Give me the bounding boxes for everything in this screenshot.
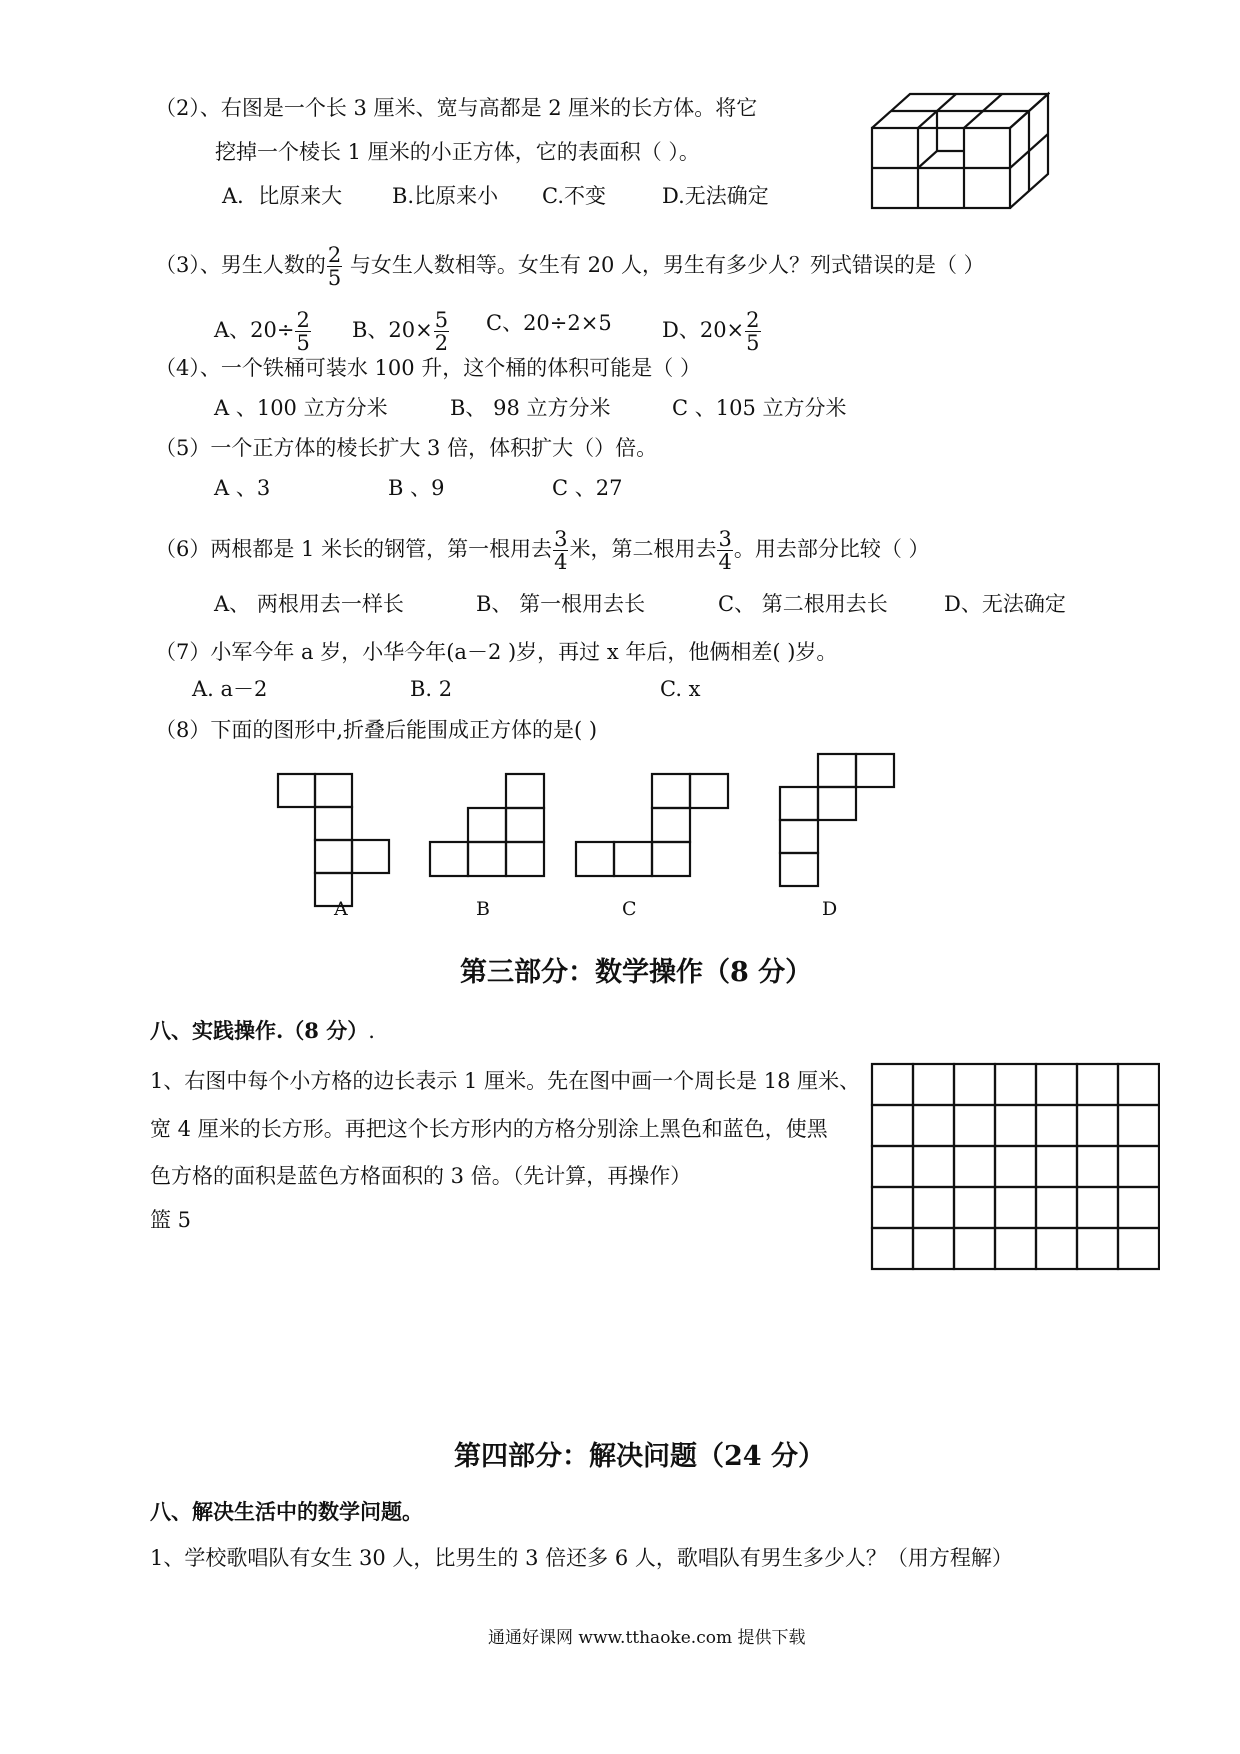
- net-a-figure: [276, 772, 396, 912]
- grid-cell: [872, 1146, 913, 1187]
- grid-cell: [1077, 1105, 1118, 1146]
- denominator: 2: [434, 331, 449, 355]
- q7-option-c: C. x: [660, 677, 701, 701]
- q2-option-c: C.不变: [542, 184, 606, 208]
- grid-cell: [1077, 1187, 1118, 1228]
- q3-frac-denominator: 5: [327, 266, 342, 290]
- part4-section-title: 八、解决生活中的数学问题。: [150, 1499, 423, 1524]
- q3-pre: （3）、男生人数的: [155, 253, 326, 277]
- q3-option-a-text: A、20÷: [214, 318, 295, 342]
- net-b-figure: [424, 772, 548, 884]
- grid-cell: [1036, 1146, 1077, 1187]
- grid-cell: [1118, 1105, 1159, 1146]
- grid-cell: [913, 1228, 954, 1269]
- q4-line: （4）、一个铁桶可装水 100 升，这个桶的体积可能是（ ）: [155, 356, 701, 380]
- q3-option-b-fraction: [434, 309, 449, 354]
- part3-para-line1: 1、右图中每个小方格的边长表示 1 厘米。先在图中画一个周长是 18 厘米、: [150, 1069, 861, 1093]
- q3-option-d-text: D、20×: [662, 318, 745, 342]
- q3-frac-numerator: 2: [327, 243, 342, 267]
- net-b-label: B: [476, 898, 490, 920]
- q4-option-a: A 、100 立方分米: [214, 396, 388, 420]
- q3-option-a-fraction: [295, 309, 310, 354]
- grid-cell: [872, 1228, 913, 1269]
- q5-option-b: B 、9: [388, 476, 445, 500]
- footer-text: 通通好课网 www.tthaoke.com 提供下载: [488, 1628, 806, 1648]
- grid-cell: [1118, 1064, 1159, 1105]
- q6-fraction-2: [717, 528, 732, 573]
- net-c-figure: [574, 772, 730, 884]
- grid-cell: [1036, 1105, 1077, 1146]
- q3-option-a: [214, 309, 312, 354]
- denominator: 4: [554, 550, 568, 574]
- numerator: 3: [718, 527, 732, 551]
- q6-option-d: D、无法确定: [944, 592, 1066, 616]
- q6-post: 。用去部分比较（ ）: [733, 537, 930, 561]
- grid-cell: [1036, 1228, 1077, 1269]
- q2-option-b: B.比原来小: [392, 184, 499, 208]
- grid-cell: [1118, 1146, 1159, 1187]
- q6-pre: （6）两根都是 1 米长的钢管，第一根用去: [155, 537, 553, 561]
- grid-cell: [995, 1146, 1036, 1187]
- grid-cell: [913, 1064, 954, 1105]
- net-d-label: D: [822, 898, 838, 920]
- q5-line: （5）一个正方体的棱长扩大 3 倍，体积扩大（）倍。: [155, 436, 658, 460]
- part3-para-line4: 篮 5: [150, 1208, 192, 1232]
- grid-cell: [1077, 1228, 1118, 1269]
- grid-cell: [954, 1105, 995, 1146]
- q3-post: 与女生人数相等。女生有 20 人，男生有多少人？列式错误的是（ ）: [343, 253, 985, 277]
- q3-option-c-text: C、20÷2×5: [486, 311, 612, 335]
- grid-cell: [1077, 1146, 1118, 1187]
- grid-cell: [995, 1064, 1036, 1105]
- q3-fraction: [327, 244, 342, 289]
- grid-cell: [1036, 1187, 1077, 1228]
- q6-option-a: A、 两根用去一样长: [214, 592, 404, 616]
- q7-line: （7）小军今年 a 岁，小华今年(a－2 )岁，再过 x 年后，他俩相差( )岁。: [155, 640, 838, 664]
- square-grid: [870, 1062, 1160, 1272]
- net-a-label: A: [334, 898, 348, 920]
- q7-option-a: A. a－2: [192, 677, 268, 701]
- q2-option-d: D.无法确定: [662, 184, 769, 208]
- q4-option-c: C 、105 立方分米: [672, 396, 847, 420]
- grid-cell: [872, 1064, 913, 1105]
- grid-cell: [872, 1187, 913, 1228]
- net-c-label: C: [622, 898, 637, 920]
- q6-mid: 米，第二根用去: [569, 537, 717, 561]
- q3-option-b: [352, 309, 450, 354]
- grid-cell: [913, 1105, 954, 1146]
- grid-cell: [1077, 1064, 1118, 1105]
- q7-option-b: B. 2: [410, 677, 453, 701]
- grid-cell: [954, 1064, 995, 1105]
- grid-cell: [913, 1146, 954, 1187]
- grid-cell: [1118, 1187, 1159, 1228]
- numerator: 2: [296, 308, 310, 332]
- grid-cell: [1036, 1064, 1077, 1105]
- part3-para-line2: 宽 4 厘米的长方形。再把这个长方形内的方格分别涂上黑色和蓝色，使黑: [150, 1117, 828, 1141]
- q3-option-d-fraction: [745, 309, 760, 354]
- q3-line: [155, 244, 985, 289]
- cuboid-figure: [862, 88, 1050, 214]
- numerator: 3: [554, 527, 568, 551]
- q6-option-b: B、 第一根用去长: [476, 592, 646, 616]
- denominator: 4: [718, 550, 732, 574]
- q2-line2: 挖掉一个棱长 1 厘米的小正方体，它的表面积（ ）。: [215, 140, 700, 164]
- grid-cell: [954, 1187, 995, 1228]
- grid-cell: [995, 1228, 1036, 1269]
- denominator: 5: [746, 331, 760, 355]
- numerator: 2: [746, 308, 760, 332]
- q3-option-d: [662, 309, 762, 354]
- part3-section-tail: .: [368, 1019, 375, 1043]
- part3-para-line3: 色方格的面积是蓝色方格面积的 3 倍。（先计算，再操作）: [150, 1164, 692, 1188]
- q3-option-b-text: B、20×: [352, 318, 433, 342]
- q5-option-c: C 、27: [552, 476, 623, 500]
- grid-cell: [954, 1146, 995, 1187]
- numerator: 5: [434, 308, 449, 332]
- q6-fraction-1: [553, 528, 568, 573]
- part4-title: 第四部分：解决问题（24 分）: [454, 1441, 825, 1472]
- q2-line1: （2）、右图是一个长 3 厘米、宽与高都是 2 厘米的长方体。将它: [155, 96, 758, 120]
- q5-option-a: A 、3: [214, 476, 271, 500]
- q8-line: （8）下面的图形中,折叠后能围成正方体的是( ): [155, 718, 598, 742]
- part4-question-1: 1、学校歌唱队有女生 30 人，比男生的 3 倍还多 6 人，歌唱队有男生多少人？（用方程解）: [150, 1546, 1013, 1570]
- q3-option-c: [486, 309, 612, 337]
- grid-cell: [1118, 1228, 1159, 1269]
- grid-cell: [872, 1105, 913, 1146]
- grid-cell: [913, 1187, 954, 1228]
- grid-cell: [995, 1187, 1036, 1228]
- q6-option-c: C、 第二根用去长: [718, 592, 888, 616]
- part3-section-title: [150, 1015, 375, 1045]
- net-d-figure: [778, 752, 898, 892]
- part3-section-text: 八、实践操作.（8 分）: [150, 1018, 369, 1043]
- q4-option-b: B、 98 立方分米: [450, 396, 611, 420]
- grid-cell: [954, 1228, 995, 1269]
- denominator: 5: [296, 331, 310, 355]
- grid-cell: [995, 1105, 1036, 1146]
- q2-option-a: A．比原来大: [222, 184, 343, 208]
- q6-line: [155, 528, 930, 573]
- part3-title: 第三部分：数学操作（8 分）: [460, 957, 813, 988]
